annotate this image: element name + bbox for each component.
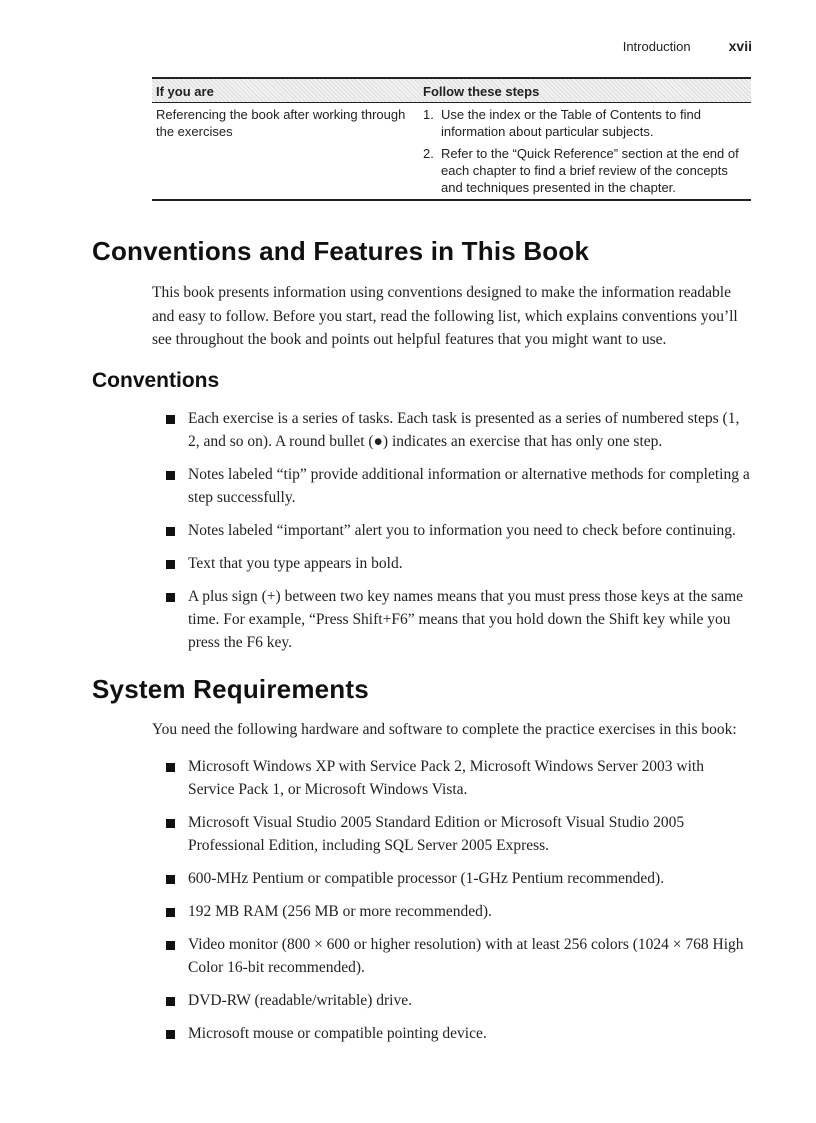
list-item	[152, 1022, 752, 1045]
steps-table	[152, 77, 751, 201]
list-item-text: 192 MB RAM (256 MB or more recommended).	[188, 903, 492, 920]
list-item	[152, 407, 752, 453]
list-item-text: Text that you type appears in bold.	[188, 555, 403, 572]
table-cell-steps	[419, 103, 751, 201]
list-item	[152, 463, 752, 509]
list-item-text: Each exercise is a series of tasks. Each task is presented as a series of numbered steps (1, 2, and so on). A round bullet (●) indicates an exercise that has only one step.	[188, 410, 740, 450]
table-row	[152, 103, 751, 201]
running-head	[623, 38, 752, 54]
table-step-text: Refer to the “Quick Reference” section at the end of each chapter to find a brief review of the concepts and techniques presented in the chapter.	[441, 146, 739, 195]
page-number: xvii	[728, 38, 752, 54]
system-requirements-list	[152, 755, 752, 1055]
square-bullet-icon	[166, 908, 175, 917]
list-item	[152, 585, 752, 654]
conventions-features-heading: Conventions and Features in This Book	[92, 236, 590, 266]
list-item-text: Microsoft Windows XP with Service Pack 2, Microsoft Windows Server 2003 with Service Pack 1, or Microsoft Windows Vista.	[188, 758, 704, 798]
system-requirements-intro: You need the following hardware and software to complete the practice exercises in this book:	[152, 721, 737, 738]
table-header-situation: If you are	[152, 78, 419, 103]
list-item-text: Microsoft Visual Studio 2005 Standard Edition or Microsoft Visual Studio 2005 Professional Edition, including SQL Server 2005 Express.	[188, 814, 685, 854]
square-bullet-icon	[166, 819, 175, 828]
system-requirements-heading: System Requirements	[92, 674, 369, 704]
conventions-features-body: This book presents information using conventions designed to make the information readable and easy to follow. Before you start, read the following list, which explains conventions you’ll see throughout the book and points out helpful features that you might want to use.	[152, 284, 738, 348]
table-step-number: 1.	[423, 107, 434, 122]
square-bullet-icon	[166, 471, 175, 480]
list-item-text: Video monitor (800 × 600 or higher resolution) with at least 256 colors (1024 × 768 High Color 16-bit recommended).	[188, 936, 744, 976]
square-bullet-icon	[166, 875, 175, 884]
conventions-list	[152, 407, 752, 664]
table-step-text: Use the index or the Table of Contents to find information about particular subjects.	[441, 107, 701, 139]
list-item	[152, 519, 752, 542]
table-step-number: 2.	[423, 146, 434, 161]
list-item-text: Notes labeled “tip” provide additional information or alternative methods for completing a step successfully.	[188, 466, 750, 506]
conventions-heading: Conventions	[92, 369, 220, 392]
list-item-text: 600-MHz Pentium or compatible processor (1-GHz Pentium recommended).	[188, 870, 665, 887]
table-header-row	[152, 78, 751, 103]
table-header-steps: Follow these steps	[419, 78, 751, 103]
list-item-text: Notes labeled “important” alert you to information you need to check before continuing.	[188, 522, 736, 539]
list-item	[152, 867, 752, 890]
square-bullet-icon	[166, 997, 175, 1006]
list-item	[152, 811, 752, 857]
square-bullet-icon	[166, 593, 175, 602]
square-bullet-icon	[166, 415, 175, 424]
list-item	[152, 989, 752, 1012]
square-bullet-icon	[166, 527, 175, 536]
square-bullet-icon	[166, 560, 175, 569]
table-cell-situation: Referencing the book after working through the exercises	[152, 103, 419, 201]
table-step	[423, 145, 747, 196]
running-head-section: Introduction	[622, 39, 691, 54]
list-item-text: Microsoft mouse or compatible pointing device.	[188, 1025, 487, 1042]
square-bullet-icon	[166, 941, 175, 950]
list-item	[152, 900, 752, 923]
list-item	[152, 933, 752, 979]
list-item-text: DVD-RW (readable/writable) drive.	[188, 992, 412, 1009]
list-item	[152, 552, 752, 575]
square-bullet-icon	[166, 763, 175, 772]
square-bullet-icon	[166, 1030, 175, 1039]
table-step	[423, 106, 747, 140]
list-item	[152, 755, 752, 801]
list-item-text: A plus sign (+) between two key names means that you must press those keys at the same time. For example, “Press Shift+F6” means that you hold down the Shift key while you press the F6 key.	[188, 588, 744, 651]
